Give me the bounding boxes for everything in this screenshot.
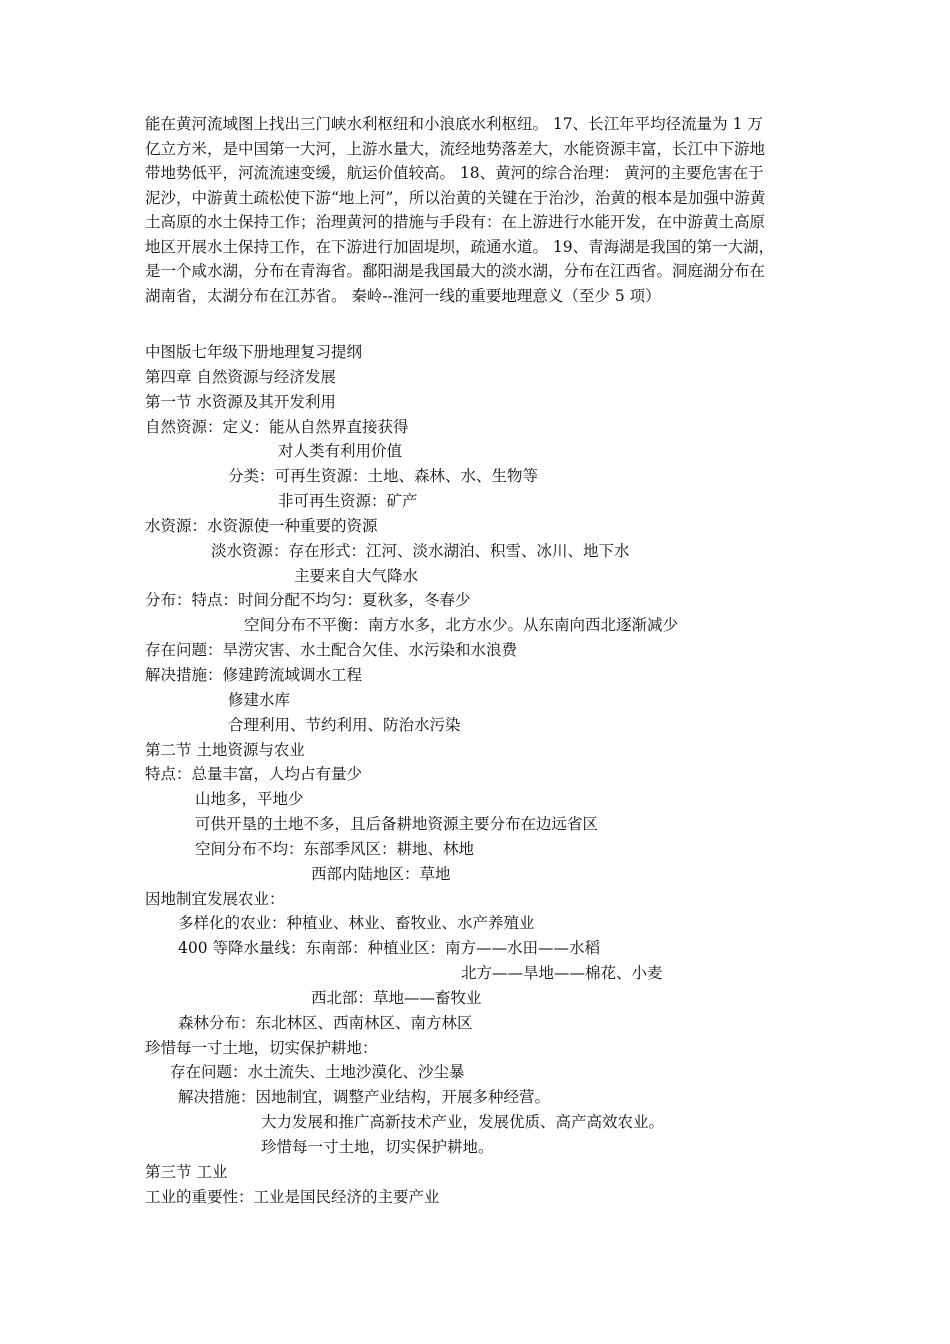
outline-line: 解决措施：因地制宜，调整产业结构，开展多种经营。 xyxy=(178,1088,551,1107)
outline-line: 空间分布不平衡：南方水多，北方水少。从东南向西北逐渐减少 xyxy=(244,616,679,635)
outline-line: 大力发展和推广高新技术产业，发展优质、高产高效农业。 xyxy=(261,1113,665,1132)
outline-line: 非可再生资源：矿产 xyxy=(278,492,418,511)
outline-line: 西北部：草地——畜牧业 xyxy=(311,988,482,1007)
paragraph-line: 是一个咸水湖，分布在青海省。鄱阳湖是我国最大的淡水湖，分布在江西省。洞庭湖分布在 xyxy=(145,262,766,280)
outline-line: 自然资源：定义：能从自然界直接获得 xyxy=(145,417,409,436)
paragraph-line: 泥沙，中游黄土疏松使下游“地上河”，所以治黄的关键在于治沙，治黄的根本是加强中游黄 xyxy=(145,188,766,207)
outline-line: 分布：特点：时间分配不均匀：夏秋多，冬春少 xyxy=(145,591,471,610)
paragraph-line: 湖南省，太湖分布在江苏省。 秦岭--淮河一线的重要地理意义（至少 5 项） xyxy=(145,286,661,305)
intro-paragraph xyxy=(145,112,815,308)
outline-line: 合理利用、节约利用、防治水污染 xyxy=(228,715,461,734)
outline-line: 对人类有利用价值 xyxy=(278,442,403,461)
outline-line: 北方——旱地——棉花、小麦 xyxy=(461,964,663,983)
outline-line: 第一节 水资源及其开发利用 xyxy=(145,392,336,411)
outline-line: 400 等降水量线：东南部：种植业区：南方——水田——水稻 xyxy=(178,939,601,958)
outline-line: 中图版七年级下册地理复习提纲 xyxy=(145,343,363,361)
outline-line: 第三节 工业 xyxy=(145,1162,228,1181)
outline-line: 空间分布不均：东部季风区：耕地、林地 xyxy=(195,839,475,858)
outline-line: 解决措施：修建跨流域调水工程 xyxy=(145,665,363,684)
outline-line: 第四章 自然资源与经济发展 xyxy=(145,367,336,386)
paragraph-line: 土高原的水土保持工作；治理黄河的措施与手段有：在上游进行水能开发，在中游黄土高原 xyxy=(145,213,766,231)
outline-line: 存在问题：旱涝灾害、水土配合欠佳、水污染和水浪费 xyxy=(145,641,518,660)
outline-line: 西部内陆地区：草地 xyxy=(311,864,451,883)
outline-line: 可供开垦的土地不多，且后备耕地资源主要分布在边远省区 xyxy=(195,815,599,834)
outline-line: 第二节 土地资源与农业 xyxy=(145,740,305,759)
outline-line: 淡水资源：存在形式：江河、淡水湖泊、积雪、冰川、地下水 xyxy=(211,541,630,560)
paragraph-line: 能在黄河流域图上找出三门峡水利枢纽和小浪底水利枢纽。 17、长江年平均径流量为 1 万 xyxy=(145,115,763,133)
outline-line: 山地多，平地少 xyxy=(195,790,304,809)
outline-line: 分类：可再生资源：土地、森林、水、生物等 xyxy=(228,467,539,486)
paragraph-line: 地区开展水土保持工作，在下游进行加固堤坝，疏通水道。 19、青海湖是我国的第一大湖， xyxy=(145,237,775,256)
review-outline xyxy=(145,340,678,1210)
outline-line: 存在问题：水土流失、土地沙漠化、沙尘暴 xyxy=(170,1063,465,1082)
outline-line: 珍惜每一寸土地，切实保护耕地。 xyxy=(261,1138,494,1156)
outline-line: 主要来自大气降水 xyxy=(294,566,419,585)
outline-line: 特点：总量丰富，人均占有量少 xyxy=(145,765,363,784)
outline-line: 水资源：水资源使一种重要的资源 xyxy=(145,516,378,535)
outline-line: 多样化的农业：种植业、林业、畜牧业、水产养殖业 xyxy=(178,914,535,933)
outline-line: 因地制宜发展农业： xyxy=(145,889,285,908)
outline-line: 修建水库 xyxy=(228,690,291,709)
outline-line: 工业的重要性：工业是国民经济的主要产业 xyxy=(145,1187,440,1206)
paragraph-line: 带地势低平，河流流速变缓，航运价值较高。 18、黄河的综合治理： 黄河的主要危害在于 xyxy=(145,164,764,182)
outline-line: 珍惜每一寸土地，切实保护耕地： xyxy=(145,1038,378,1057)
outline-line: 森林分布：东北林区、西南林区、南方林区 xyxy=(178,1013,473,1032)
paragraph-line: 亿立方米，是中国第一大河，上游水量大，流经地势落差大，水能资源丰富，长江中下游地 xyxy=(145,139,766,158)
